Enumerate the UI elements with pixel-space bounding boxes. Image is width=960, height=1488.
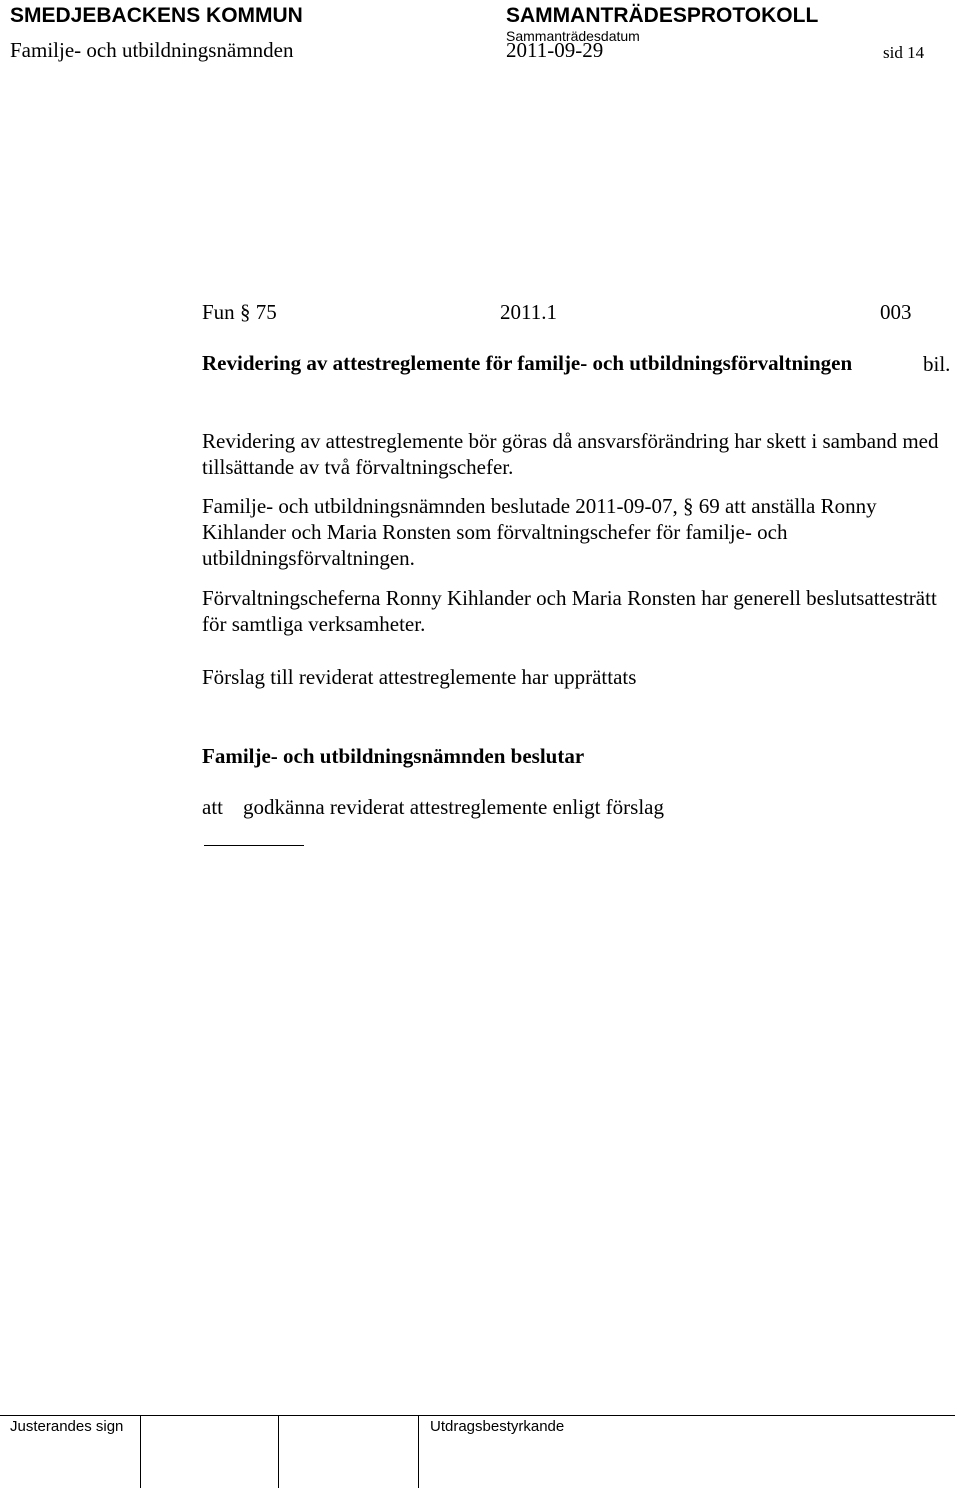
footer-divider <box>0 1415 955 1416</box>
paragraph-3: Förvaltningscheferna Ronny Kihlander och Maria Ronsten har generell beslutsattesträtt för samtliga verksamheter. <box>202 586 937 636</box>
paragraph-1: Revidering av attestreglemente bör göras då ansvarsförändring har skett i samband med tillsättande av två förvaltningschefer. <box>202 429 939 479</box>
section-prefix: Fun <box>202 300 235 324</box>
decision-text: godkänna reviderat attestreglemente enligt förslag <box>243 795 664 819</box>
municipality-name: SMEDJEBACKENS KOMMUN <box>10 4 303 27</box>
signature-label: Justerandes sign <box>10 1418 124 1435</box>
diary-number-suffix: 003 <box>880 300 912 324</box>
section-paragraph-number: 75 <box>255 300 277 324</box>
document-type: SAMMANTRÄDESPROTOKOLL <box>506 4 819 27</box>
meeting-date: 2011-09-29 <box>506 38 604 62</box>
signature-box-divider <box>418 1415 419 1488</box>
diary-number: 2011.1 <box>500 300 557 324</box>
signature-box-divider <box>140 1415 141 1488</box>
paragraph-sign: § <box>239 300 251 324</box>
section-number <box>202 300 277 325</box>
decision-end-rule <box>204 845 304 846</box>
page-number: sid 14 <box>883 43 925 62</box>
attachment-marker: bil. <box>923 352 951 376</box>
extract-certification-label: Utdragsbestyrkande <box>430 1418 565 1435</box>
decision-att: att <box>202 795 223 819</box>
committee-name: Familje- och utbildningsnämnden <box>10 38 294 62</box>
decision-heading: Familje- och utbildningsnämnden beslutar <box>202 744 585 768</box>
paragraph-4: Förslag till reviderat attestreglemente har upprättats <box>202 665 637 689</box>
date-label: Sammanträdesdatum <box>506 28 640 44</box>
signature-box-divider <box>278 1415 279 1488</box>
section-title: Revidering av attestreglemente för familje- och utbildningsförvaltningen <box>202 351 853 375</box>
paragraph-2: Familje- och utbildningsnämnden beslutade 2011-09-07, § 69 att anställa Ronny Kihlander och Maria Ronsten som förvaltningschefer för familje- och utbildningsförvaltningen. <box>202 494 877 570</box>
